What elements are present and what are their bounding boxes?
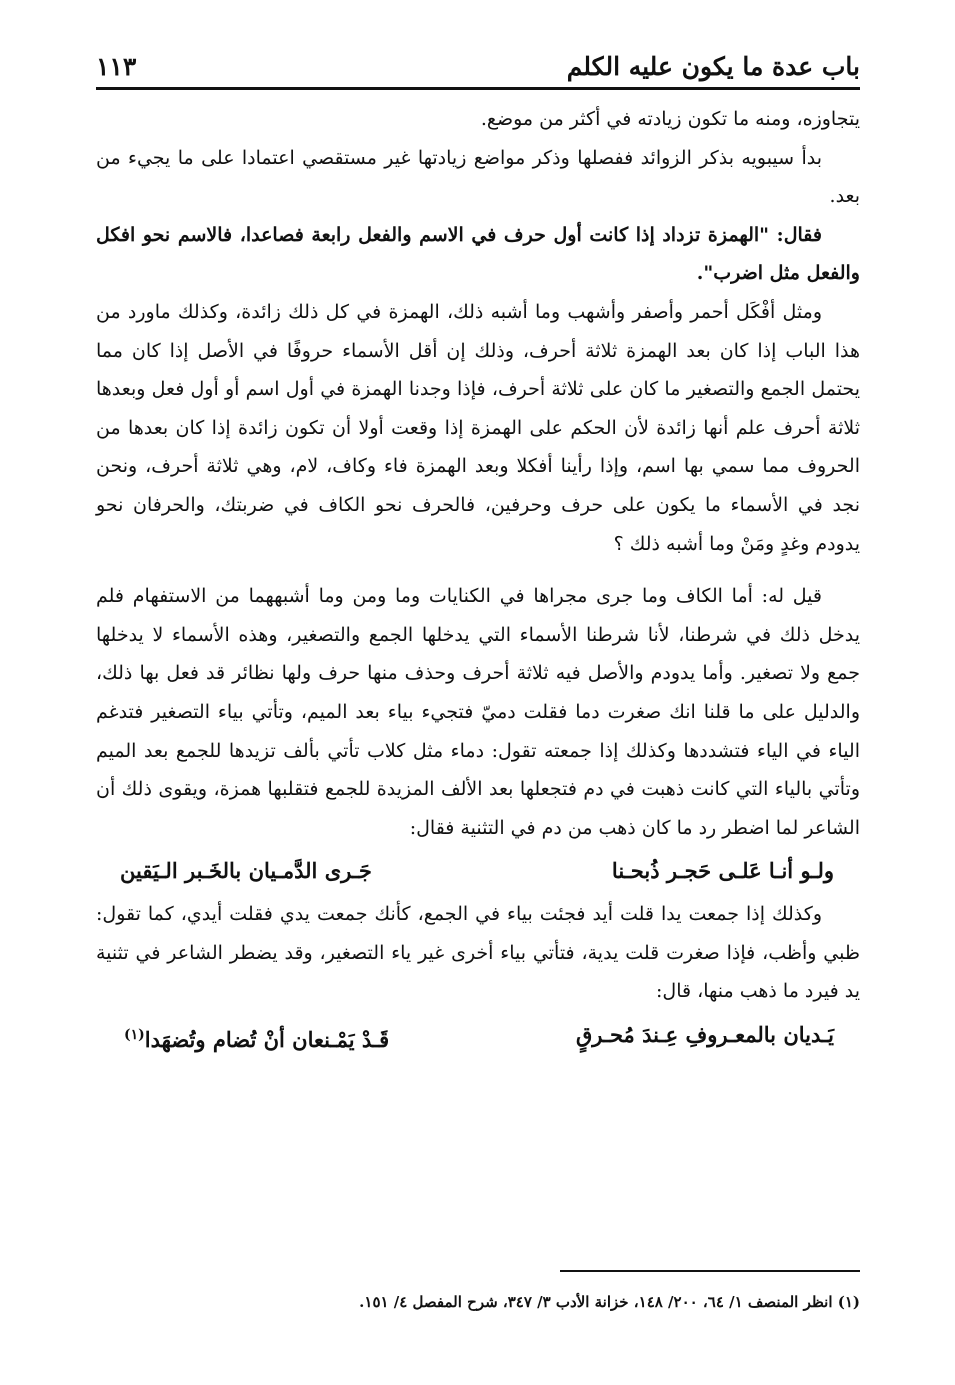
verse-first-hemistich: يَـديان بالمعـروفِ عِـندَ مُحـرقٍ [575,1022,834,1048]
paragraph: بدأ سيبويه بذكر الزوائد ففصلها وذكر مواضع زيادتها غير مستقصي اعتمادا على ما يجيء من بعد. [96,146,860,208]
main-text [96,100,860,1064]
page-header [96,38,860,90]
footnote-reference: (١) [124,1027,145,1044]
running-title: باب عدة ما يكون عليه الكلم [566,52,860,81]
paragraph: قيل له: أما الكاف وما جرى مجراها في الكنايات وما ومن وما أشبههما من الاستفهام فلم يدخل ذلك في شرطنا، لأنا شرطنا الأسماء التي يدخلها الجمع والتصغير، وهذه الأسماء لا يدخلها جمع ولا تصغير. وأما يدودم والأصل فيه ثلاثة أحرف وحذف منها حرف ولها نظائر قد فعل بها ذلك، والدليل على ما قلنا انك صغرت دما فقلت دميّ فتجيء بياء بعد الميم، وتأتي بياء التصغير فتدغم الياء في الياء فتشددها وكذلك إذا جمعته تقول: دماء مثل كلاب تأتي بألف تزيدها للجمع بعد الميم وتأتي بالياء التي كانت ذهبت في دم فتجعلها بعد الألف المزيدة للجمع فتقلبها همزة، ويقوى ذلك أن الشاعر لما اضطر رد ما كان ذهب من دم في التثنية فقال: [96,585,860,839]
verse-first-hemistich: ولـو أنـا عَلـى حَجـر ذُبحـنا [611,858,834,884]
verse-second-hemistich: قَـدْ يَمْـنعان أنْ تُضام وتُضهَدا [144,1027,390,1053]
page-number: ١١٣ [96,52,137,81]
paragraph: وكذلك إذا جمعت يدا قلت أيد فجئت بياء في الجمع، كأنك جمعت يدي فقلت أيدي، كما تقول: ظبي وأظب، فإذا صغرت قلت يدية، فتأتي بياء أخرى غير ياء التصغير، وقد يضطر الشاعر في تثنية يد فيرد ما ذهب منها، قال: [96,903,860,1003]
verse-second-hemistich: جَـرى الدَّمـيان بالخَـبر الـيَقين [120,858,372,884]
footnote-divider [560,1270,860,1272]
sibawayh-quote: فقال: "الهمزة تزداد إذا كانت أول حرف في الاسم والفعل رابعة فصاعدا، فالاسم نحو افكل والفعل مثل اضرب". [96,223,860,285]
verse-second-hemistich-wrap [120,1011,389,1064]
footnote: (١) انظر المنصف ١/ ٦٤، ٢٠٠/ ١٤٨، خزانة الأدب ٣/ ٣٤٧، شرح المفصل ٤/ ١٥١. [359,1293,860,1311]
paragraph: ومثل أفْكَل أحمر وأصفر وأشهب وما أشبه ذلك، الهمزة في كل ذلك زائدة، وكذلك ماورد من هذا الباب إذا كان بعد الهمزة ثلاثة أحرف، وذلك إن أقل الأسماء حروفًا في الأصل إذا كان مما يحتمل الجمع والتصغير ما كان على ثلاثة أحرف، فإذا وجدنا الهمزة في أول اسم أو أول فعل وبعدها ثلاثة أحرف علم أنها زائدة لأن الحكم على الهمزة إذا وقعت أولا أن تكون زائدة إذا كان بعدها من الحروف مما سمي بها اسم، وإذا رأينا أفكلا وبعد الهمزة فاء وكاف، لام، وهي ثلاثة أحرف، ونحن نجد في الأسماء ما يكون على حرف وحرفين، فالحرف نحو الكاف في ضربتك، والحرفان نحو يدودم وغدٍ ومَنْ وما أشبه ذلك ؟ [96,300,860,555]
paragraph: يتجاوزه، ومنه ما تكون زيادته في أكثر من موضع. [480,108,860,130]
poetry-verse [96,1011,860,1064]
poetry-verse [96,847,860,895]
